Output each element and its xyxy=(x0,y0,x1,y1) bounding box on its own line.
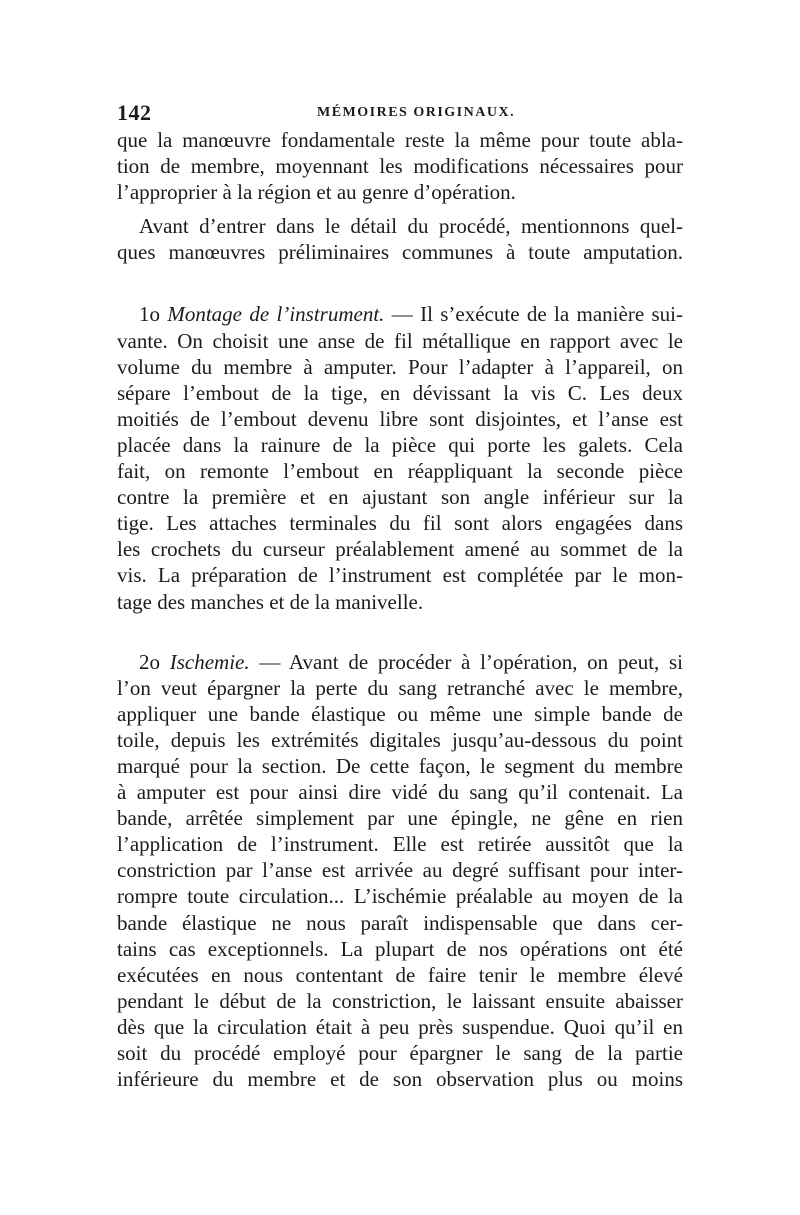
text-line: dès que la circulation était à peu près suspendue. Quoi qu’il en xyxy=(117,1014,683,1039)
text-line: exécutées en nous contentant de faire tenir le membre élevé xyxy=(117,962,683,987)
text-line: inférieure du membre et de son observation plus ou moins xyxy=(117,1067,683,1092)
text-line: l’approprier à la région et au genre d’opération. xyxy=(117,180,516,205)
text-line: les crochets du curseur préalablement amené au sommet de la xyxy=(117,537,683,562)
text-line: placée dans la rainure de la pièce qui porte les galets. Cela xyxy=(117,432,683,457)
paragraph xyxy=(117,127,683,205)
text-line: fait, on remonte l’embout en réappliquant la seconde pièce xyxy=(117,459,683,484)
body-text xyxy=(117,127,683,1092)
text-line: bande, arrêtée simplement par une épingle, ne gêne en rien xyxy=(117,806,683,831)
text-line: appliquer une bande élastique ou même une simple bande de xyxy=(117,701,683,726)
section-number: 1o xyxy=(139,302,160,327)
text-line: toile, depuis les extrémités digitales jusqu’au-dessous du point xyxy=(117,727,683,752)
section-number: 2o xyxy=(139,649,160,674)
text-line: rompre toute circulation... L’ischémie préalable au moyen de la xyxy=(117,884,683,909)
text-line: sépare l’embout de la tige, en dévissant la vis C. Les deux xyxy=(117,380,683,405)
section-first-line xyxy=(117,301,683,327)
text-line: tains cas exceptionnels. La plupart de nos opérations ont été xyxy=(117,936,683,961)
text-line: ques manœuvres préliminaires communes à toute amputation. xyxy=(117,240,683,265)
text-line: tage des manches et de la manivelle. xyxy=(117,589,424,614)
text-line: moitiés de l’embout devenu libre sont disjointes, et l’anse est xyxy=(117,406,683,431)
paragraph xyxy=(117,213,683,265)
text-line: vante. On choisit une anse de fil métallique en rapport avec le xyxy=(117,328,683,353)
section-first-line-text: — Il s’exécute de la manière sui- xyxy=(384,302,683,327)
running-head: MÉMOIRES ORIGINAUX. xyxy=(317,105,516,120)
section-montage xyxy=(117,301,683,614)
text-line: tion de membre, moyennant les modifications nécessaires pour xyxy=(117,154,683,179)
text-line: pendant le début de la constriction, le laissant ensuite abaisser xyxy=(117,988,683,1013)
page-number: 142 xyxy=(117,100,152,125)
text-line: soit du procédé employé pour épargner le sang de la partie xyxy=(117,1041,683,1065)
text-line: à amputer est pour ainsi dire vidé du sang qu’il contenait. La xyxy=(117,780,683,805)
text-line: vis. La préparation de l’instrument est complétée par le mon- xyxy=(117,563,683,588)
section-first-line xyxy=(117,649,683,675)
text-line: marqué pour la section. De cette façon, le segment du membre xyxy=(117,753,683,778)
text-line: bande élastique ne nous paraît indispensable que dans cer- xyxy=(117,910,683,935)
section-first-line-text: — Avant de procéder à l’opération, on peut, si xyxy=(249,649,683,674)
section-ischemie xyxy=(117,649,683,1093)
section-title: Montage de l’instrument. xyxy=(167,302,385,327)
text-line: Avant d’entrer dans le détail du procédé, mentionnons quel- xyxy=(139,214,683,239)
text-line: constriction par l’anse est arrivée au degré suffisant pour inter- xyxy=(117,858,683,883)
text-line: l’on veut épargner la perte du sang retranché avec le membre, xyxy=(117,675,683,700)
text-line: que la manœuvre fondamentale reste la même pour toute abla- xyxy=(117,128,683,152)
text-line: l’application de l’instrument. Elle est retirée aussitôt que la xyxy=(117,832,683,857)
page-header xyxy=(117,100,681,126)
section-title: Ischemie. xyxy=(169,649,250,674)
text-line: tige. Les attaches terminales du fil sont alors engagées dans xyxy=(117,511,683,536)
text-line: volume du membre à amputer. Pour l’adapter à l’appareil, on xyxy=(117,354,683,379)
text-line: contre la première et en ajustant son angle inférieur sur la xyxy=(117,485,683,510)
